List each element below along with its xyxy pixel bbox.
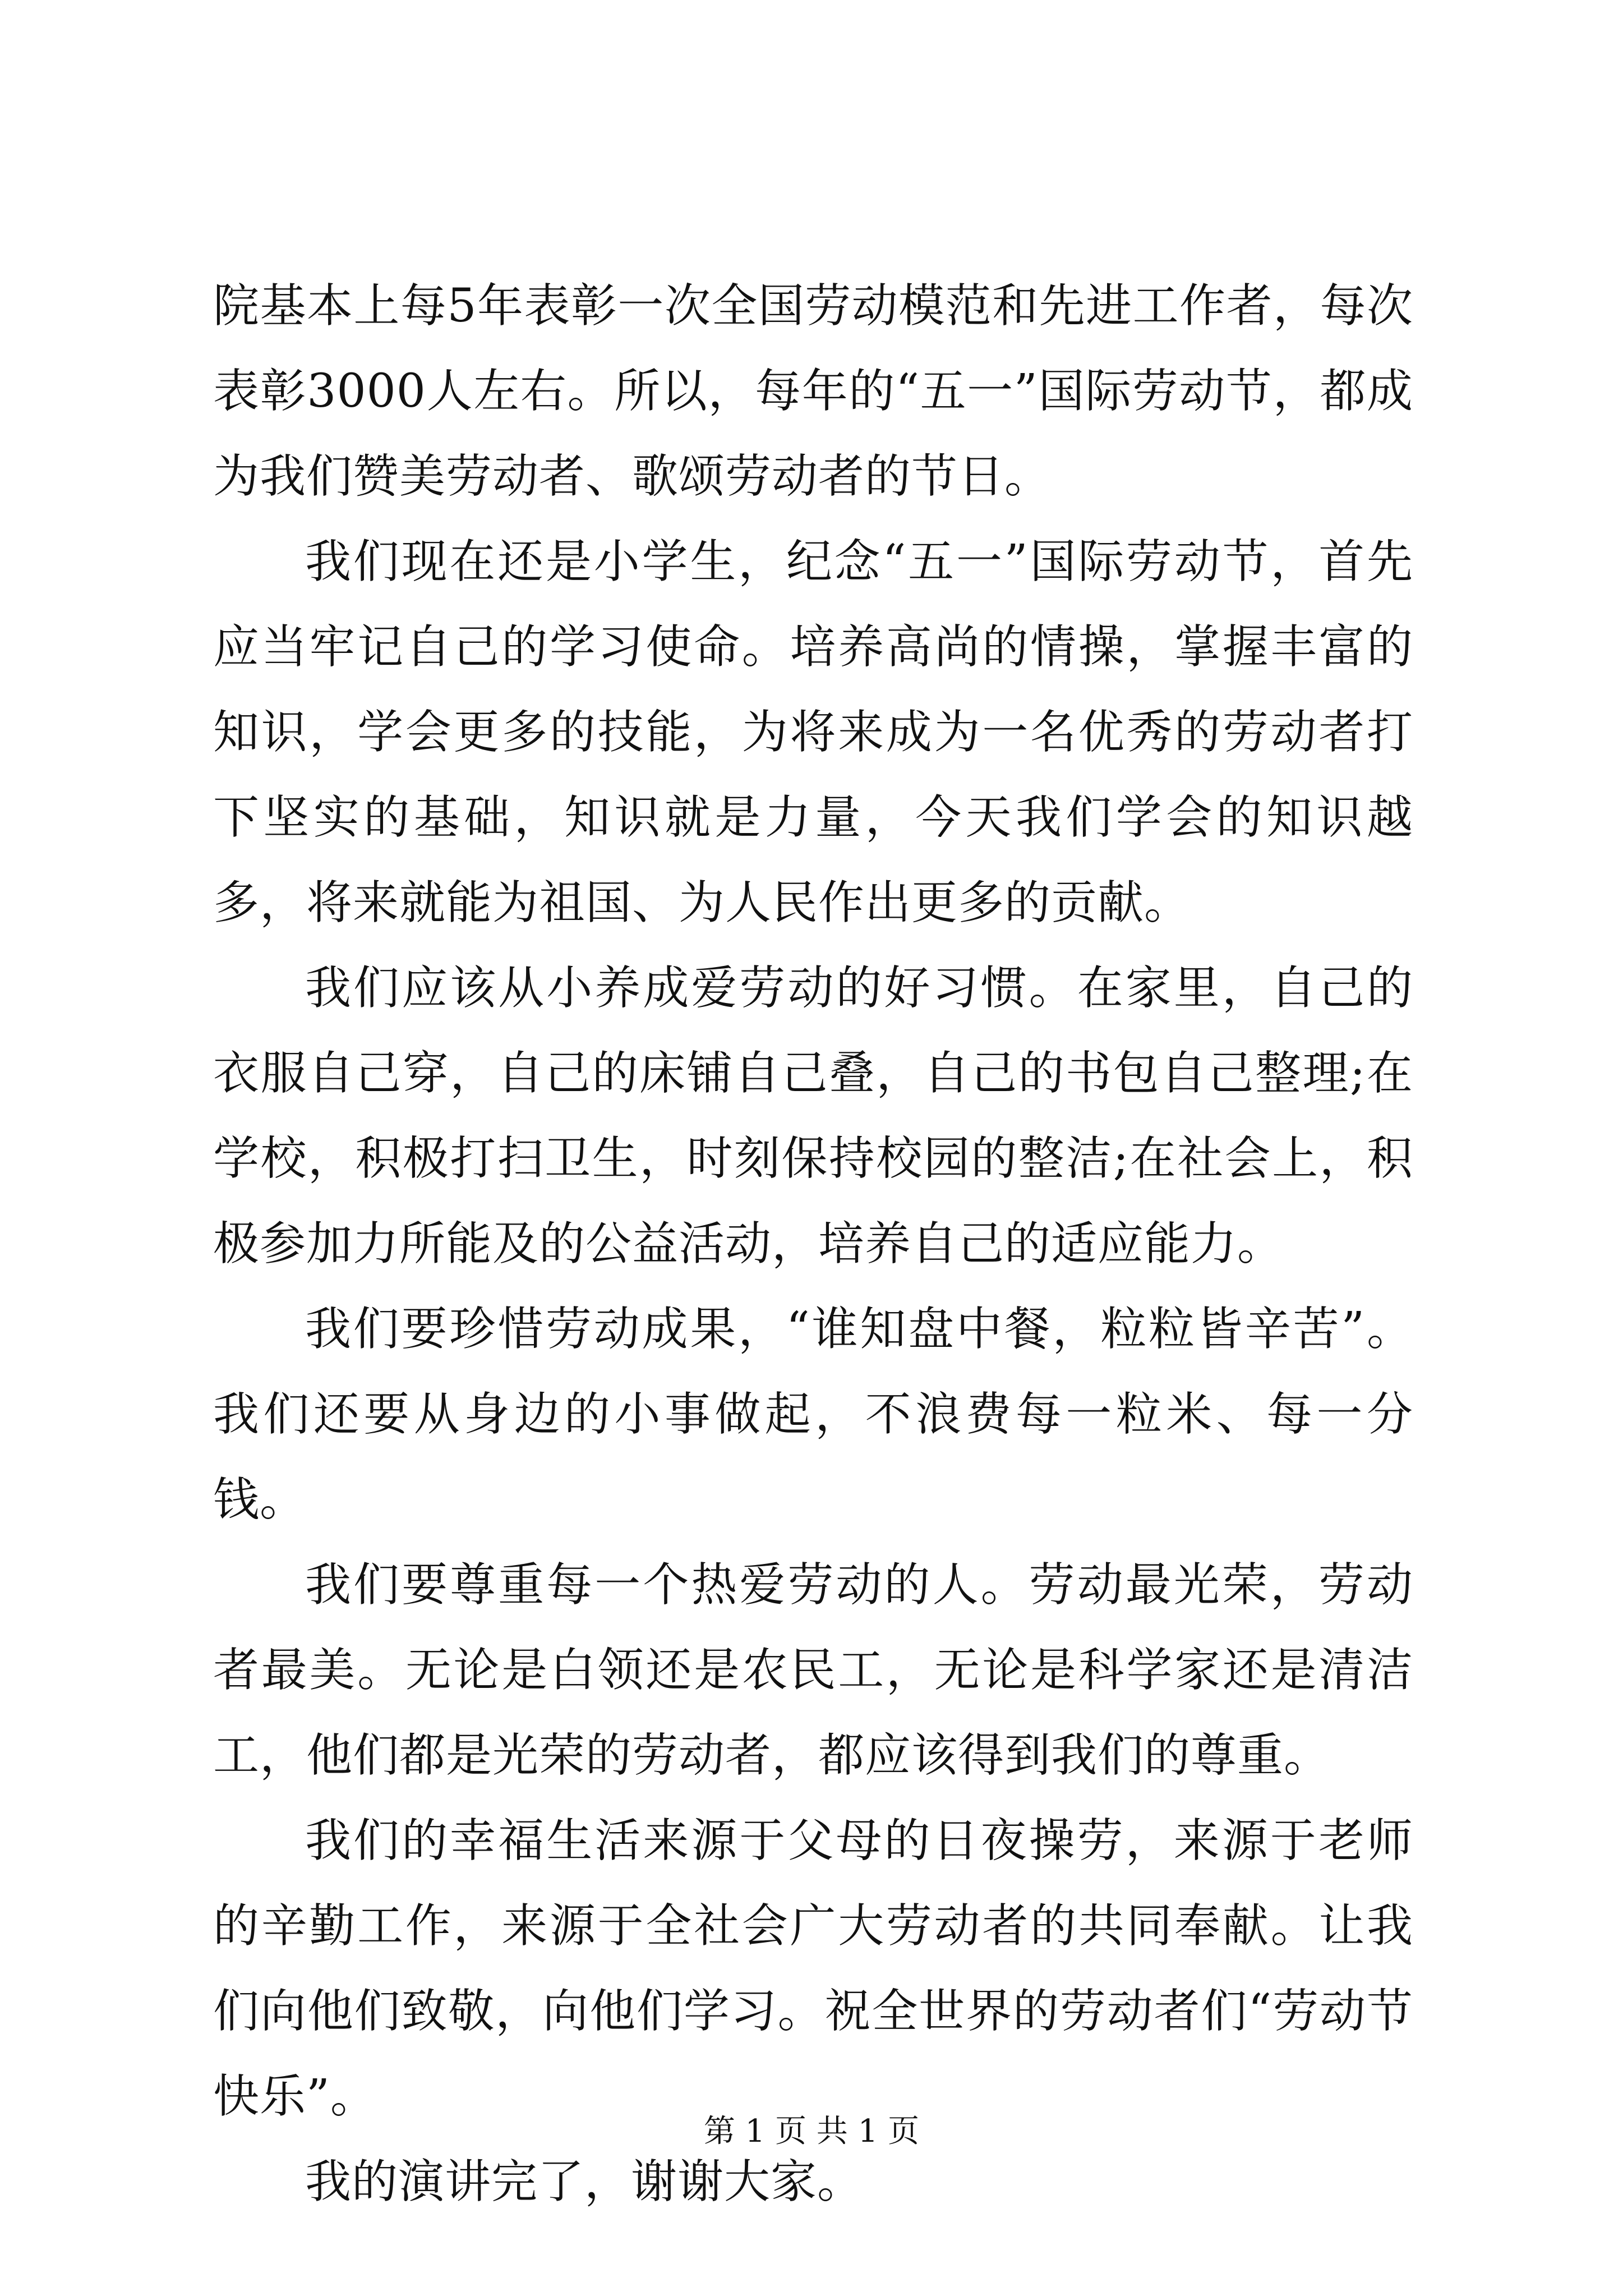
document-body	[213, 264, 1413, 2225]
page-footer: 第 1 页 共 1 页	[703, 2113, 920, 2150]
paragraph-labor-habits: 我们应该从小养成爱劳动的好习惯。在家里，自己的衣服自己穿，自己的床铺自己叠，自己的书包自己整理;在学校，积极打扫卫生，时刻保持校园的整洁;在社会上，积极参加力所能及的公益活动，培养自己的适应能力。	[213, 961, 1413, 1271]
paragraph-respect-workers: 我们要尊重每一个热爱劳动的人。劳动最光荣，劳动者最美。无论是白领还是农民工，无论是科学家还是清洁工，他们都是光荣的劳动者，都应该得到我们的尊重。	[213, 1558, 1413, 1782]
paragraph-study-mission: 我们现在还是小学生，纪念“五一”国际劳动节，首先应当牢记自己的学习使命。培养高尚的情操，掌握丰富的知识，学会更多的技能，为将来成为一名优秀的劳动者打下坚实的基础，知识就是力量，今天我们学会的知识越多，将来就能为祖国、为人民作出更多的贡献。	[213, 535, 1413, 930]
paragraph-continuation: 院基本上每5年表彰一次全国劳动模范和先进工作者，每次表彰3000人左右。所以，每年的“五一”国际劳动节，都成为我们赞美劳动者、歌颂劳动者的节日。	[213, 279, 1413, 503]
paragraph-closing: 我的演讲完了，谢谢大家。	[305, 2155, 864, 2208]
paragraph-gratitude: 我们的幸福生活来源于父母的日夜操劳，来源于老师的辛勤工作，来源于全社会广大劳动者的共同奉献。让我们向他们致敬，向他们学习。祝全世界的劳动者们“劳动节快乐”。	[213, 1814, 1413, 2123]
paragraph-cherish-results: 我们要珍惜劳动成果，“谁知盘中餐，粒粒皆辛苦”。我们还要从身边的小事做起，不浪费每一粒米、每一分钱。	[213, 1303, 1413, 1526]
